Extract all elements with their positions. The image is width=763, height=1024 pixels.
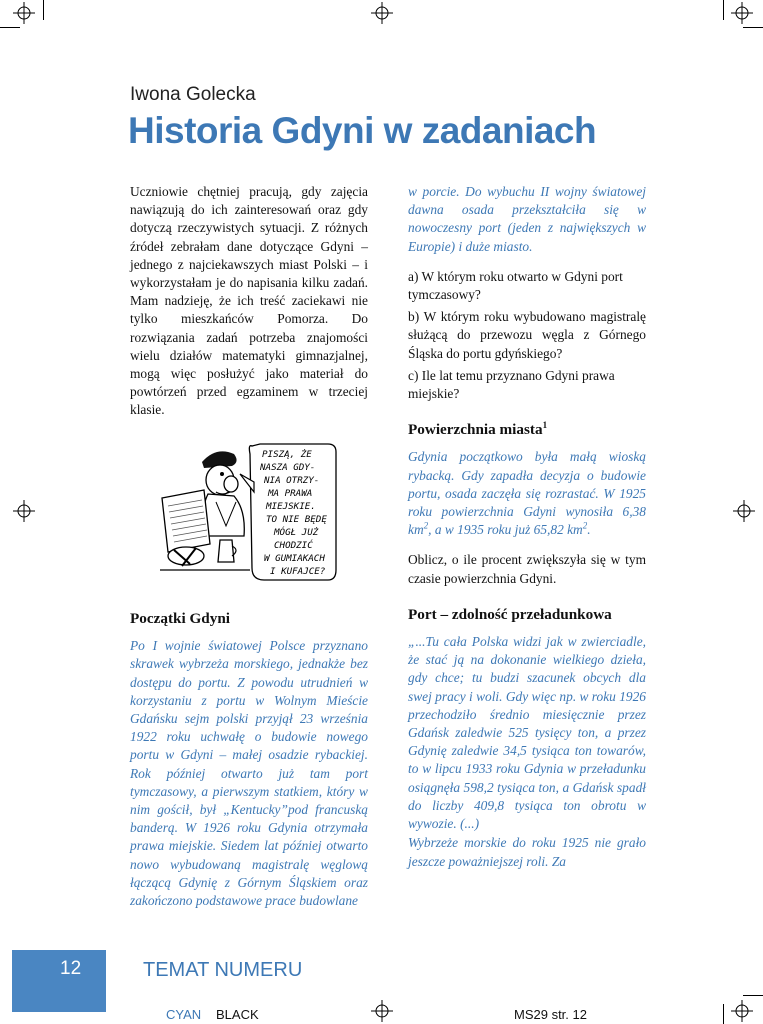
registration-mark-icon [731, 2, 753, 24]
registration-mark-icon [13, 2, 35, 24]
page-number: 12 [60, 958, 82, 979]
registration-mark-icon [371, 2, 393, 24]
color-label-cyan: CYAN [166, 1007, 202, 1022]
svg-text:MÓGŁ JUŻ: MÓGŁ JUŻ [274, 527, 319, 538]
svg-text:CHODZIĆ: CHODZIĆ [274, 540, 313, 551]
column-left-lower [130, 610, 368, 920]
svg-text:PISZĄ, ŻE: PISZĄ, ŻE [262, 449, 312, 460]
crop-mark [743, 27, 763, 28]
svg-text:TO NIE BĘDĘ: TO NIE BĘDĘ [266, 514, 327, 525]
footnote-marker: 1 [542, 420, 548, 431]
print-slug: MS29 str. 12 [514, 1007, 587, 1022]
registration-mark-icon [731, 1000, 753, 1022]
registration-mark-icon [13, 500, 35, 522]
section2-task: Oblicz, o ile procent zwiększyła się w tym czasie powierzchnia Gdyni. [408, 552, 646, 586]
section-heading-powierzchnia: Powierzchnia miasta$^1$ [408, 420, 548, 439]
svg-text:MA PRAWA: MA PRAWA [268, 488, 313, 499]
column-right [408, 183, 646, 881]
svg-text:I KUFAJCE?: I KUFAJCE? [270, 566, 326, 577]
section-heading-poczatki: Początki Gdyni [130, 610, 230, 627]
color-label-black: BLACK [216, 1007, 259, 1022]
section1-text: Po I wojnie światowej Polsce przyznano skrawek wybrzeża morskiego, jednakże bez dostępu do portu. Z powodu utrudnień w korzystaniu z portu w Wolnym Mieście Gdańsku sejm polski przyjął 23 września 1922 roku uchwałę o budowie nowego portu w Gdyni – małej osadzie rybackiej. Rok później otwarto już tam port tymczasowy, a pierwszym statkiem, który w nim gościł, był „Kentucky”pod francuską banderą. W 1926 roku Gdynia otrzymała prawa miejskie. Siedem lat później otwarto nowo wybudowaną magistralę węglową łączącą Gdynię z Górnym Śląskiem oraz zakończono podstawowe prace budowlane [130, 638, 368, 909]
author-name: Iwona Golecka [130, 84, 256, 105]
registration-mark-icon [371, 1000, 393, 1022]
section1-continued: w porcie. Do wybuchu II wojny światowej dawna osada przekształciła się w nowoczesny port (jeden z największych w Europie) i duże miasto. [408, 184, 646, 254]
cartoon-illustration [160, 440, 340, 585]
registration-mark-icon [733, 500, 755, 522]
crop-mark [43, 0, 44, 20]
crop-mark [0, 27, 20, 28]
svg-text:NASZA GDY-: NASZA GDY- [260, 462, 316, 473]
crop-mark [723, 0, 724, 20]
crop-mark [723, 1004, 724, 1024]
article-title: Historia Gdyni w zadaniach [128, 110, 597, 151]
svg-text:NIA OTRZY-: NIA OTRZY- [264, 475, 320, 486]
question-c: c) Ile lat temu przyznano Gdyni prawa miejskie? [408, 367, 615, 402]
svg-text:W GUMIAKACH: W GUMIAKACH [264, 553, 325, 564]
crop-mark [743, 995, 763, 996]
page-number-box [12, 950, 106, 1012]
question-b: b) W którym roku wybudowano magistralę służącą do przewozu węgla z Górnego Śląska do portu gdyńskiego? [408, 309, 646, 361]
section-label: TEMAT NUMERU [143, 959, 303, 981]
section3-text: Wybrzeże morskie do roku 1925 nie grało jeszcze poważniejszej roli. Za [408, 835, 646, 869]
section2-text: Gdynia początkowo była małą wioską rybacką. Gdy zapadła decyzja o budowie portu, osada zaczęła się rozrastać. W 1925 roku powierzchnia Gdyni wynosiła 6,38 $km^2$, a w 1935 roku już 65,82 $km^2$. [408, 449, 646, 538]
section3-quote: „...Tu cała Polska widzi jak w zwierciadle, że stać ją na dokonanie wielkiego dzieła, gdy chce; tu budzi szacunek obcych dla swej pracy i woli. Gdy więc np. w roku 1926 przechodziło średnio miesięcznie przez Gdańsk zaledwie 525 tysięcy ton, a przez Gdynię zaledwie 34,5 tysiąca ton towarów, to w lipcu 1933 roku Gdynia w przeładunku osiągnęła 598,2 tysiąca ton, a Gdańsk spadł do liczby 409,8 tysiąca ton obrotu w wywozie. (...) [408, 634, 646, 832]
question-a: a) W którym roku otwarto w Gdyni port tymczasowy? [408, 268, 623, 303]
column-left [130, 183, 368, 430]
section-heading-port: Port – zdolność przeładunkowa [408, 605, 612, 623]
intro-paragraph: Uczniowie chętniej pracują, gdy zajęcia nawiązują do ich zainteresowań oraz gdy dotyczą rzeczywistych sytuacji. Z różnych źródeł zebrałam dane dotyczące Gdyni – jednego z najciekawszych miast Polski – i wykorzystałam je do napisania kilku zadań. Mam nadzieję, że ich treść zaciekawi nie tylko mieszkańców Pomorza. Do rozwiązania zadań potrzeba znajomości wielu działów matematyki gimnazjalnej, mogą więc posłużyć jako materiał do powtórzeń przed egzaminem w trzeciej klasie. [130, 184, 368, 418]
svg-text:MIEJSKIE.: MIEJSKIE. [266, 501, 316, 512]
